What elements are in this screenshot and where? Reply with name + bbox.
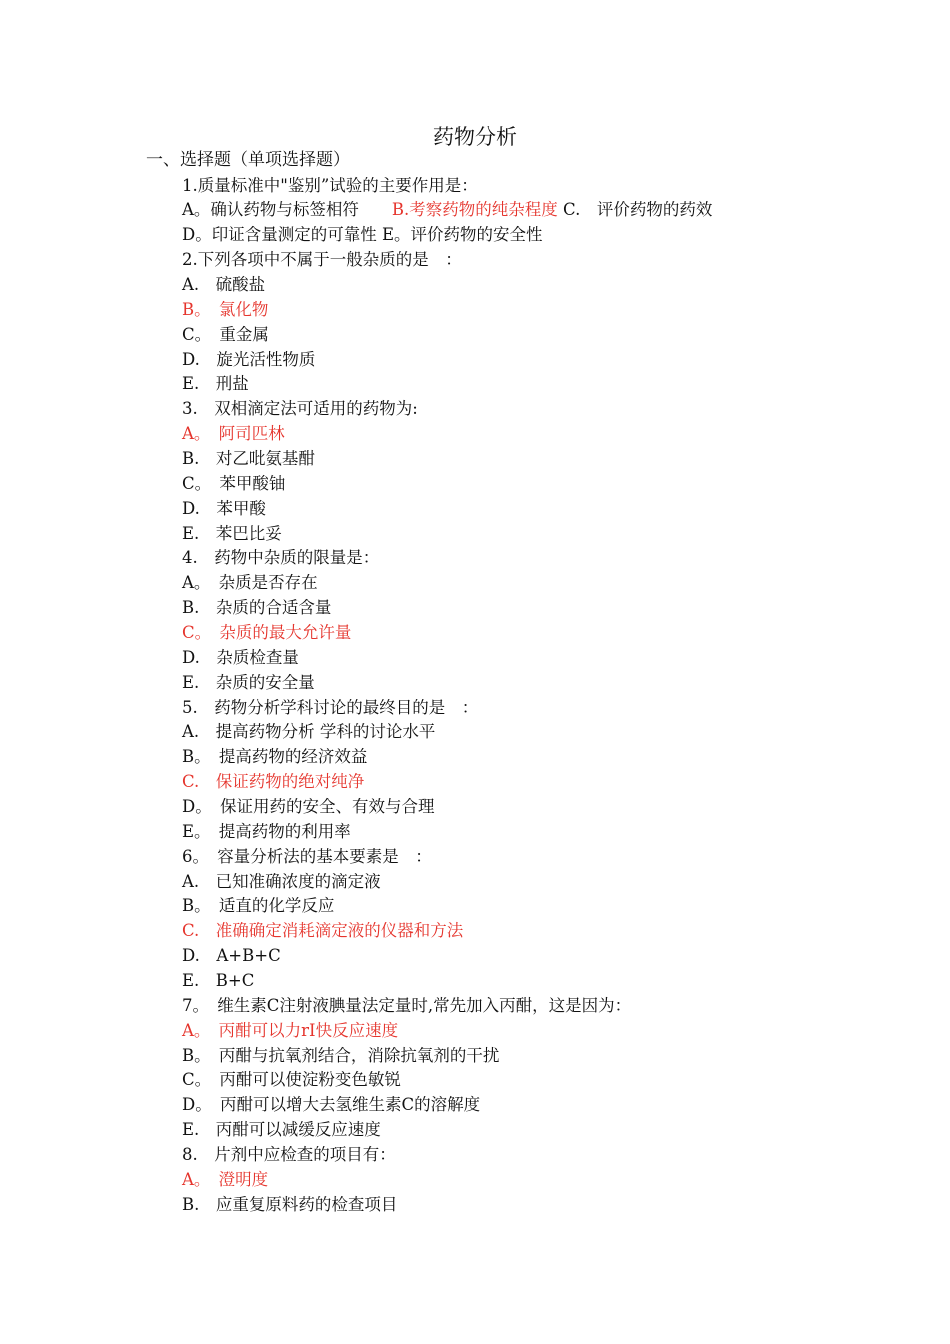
text-line	[182, 223, 922, 248]
text-line	[182, 1044, 922, 1069]
text-line	[182, 820, 922, 845]
line-text: C。 苯甲酸铀	[182, 473, 286, 493]
text-line	[182, 174, 922, 199]
line-text: C. 评价药物的药效	[557, 200, 713, 220]
text-line	[182, 944, 922, 969]
line-text: A。确认药物与标签相符	[182, 200, 392, 220]
page-title: 药物分析	[433, 125, 517, 149]
text-line	[182, 447, 922, 472]
line-text: E. 刑盐	[182, 374, 249, 394]
text-line	[182, 1168, 922, 1193]
text-line	[182, 919, 922, 944]
line-text: D. 杂质检查量	[182, 647, 299, 667]
text-line	[182, 1093, 922, 1118]
text-line	[182, 745, 922, 770]
text-line	[182, 870, 922, 895]
line-text: E. 杂质的安全量	[182, 672, 315, 692]
line-text: B. 应重复原料药的检查项目	[182, 1194, 398, 1214]
text-line	[182, 894, 922, 919]
text-line	[182, 845, 922, 870]
text-line	[182, 348, 922, 373]
text-line	[182, 198, 922, 223]
text-line	[182, 969, 922, 994]
line-text: 5. 药物分析学科讨论的最终目的是 ：	[182, 697, 479, 717]
line-text: B。 提高药物的经济效益	[182, 747, 368, 767]
text-line	[182, 397, 922, 422]
text-line	[182, 770, 922, 795]
text-line	[182, 696, 922, 721]
text-line	[182, 621, 922, 646]
text-line	[182, 248, 922, 273]
text-line	[182, 1019, 922, 1044]
line-text: D。 丙酣可以增大去氢维生素C的溶解度	[182, 1095, 481, 1115]
text-line	[182, 596, 922, 621]
text-line	[182, 422, 922, 447]
question-list	[182, 174, 922, 1218]
line-text: B. 杂质的合适含量	[182, 598, 332, 618]
text-line	[182, 472, 922, 497]
line-text: 2.下列各项中不属于一般杂质的是 ：	[182, 250, 462, 270]
text-line	[182, 1068, 922, 1093]
line-text: 4. 药物中杂质的限量是：	[182, 548, 380, 568]
line-text: E. B+C	[182, 971, 255, 990]
line-text: A。 杂质是否存在	[182, 573, 318, 593]
line-text: C。 丙酣可以使淀粉变色敏锐	[182, 1070, 401, 1090]
line-text: 7。 维生素C注射液腆量法定量时,常先加入丙酣，这是因为：	[182, 995, 632, 1015]
line-text: D. A+B+C	[182, 946, 281, 966]
line-text: 3. 双相滴定法可适用的药物为:	[182, 399, 418, 419]
text-line	[182, 522, 922, 547]
text-line	[182, 994, 922, 1019]
text-line	[182, 646, 922, 671]
line-text: D。 保证用药的安全、有效与合理	[182, 796, 435, 816]
text-line	[182, 497, 922, 522]
answer-text: C. 准确确定消耗滴定液的仪器和方法	[182, 921, 464, 941]
text-line	[182, 571, 922, 596]
line-text: 1.质量标准中"鉴别”试验的主要作用是：	[182, 175, 478, 195]
text-line	[182, 1118, 922, 1143]
line-text: C。 重金属	[182, 324, 269, 344]
answer-text: C. 保证药物的绝对纯净	[182, 772, 365, 792]
line-text: B。 丙酣与抗氧剂结合，消除抗氧剂的干扰	[182, 1045, 500, 1065]
line-text: A. 硫酸盐	[182, 274, 266, 294]
answer-text: C。 杂质的最大允许量	[182, 622, 352, 642]
line-text: B. 对乙吡氨基酣	[182, 448, 315, 468]
text-line	[182, 546, 922, 571]
section-heading: 一、选择题（单项选择题）	[146, 150, 350, 170]
line-text: D. 旋光活性物质	[182, 349, 316, 369]
line-text: D。印证含量测定的可靠性 E。评价药物的安全性	[182, 225, 543, 245]
text-line	[182, 323, 922, 348]
line-text: E. 丙酣可以减缓反应速度	[182, 1120, 381, 1140]
answer-text: A。 丙酣可以力rI快反应速度	[182, 1020, 399, 1040]
line-text: E。 提高药物的利用率	[182, 821, 351, 841]
line-text: A. 提高药物分析 学科的讨论水平	[182, 722, 436, 742]
text-line	[182, 273, 922, 298]
line-text: B。 适直的化学反应	[182, 896, 335, 916]
text-line	[182, 298, 922, 323]
line-text: A. 已知准确浓度的滴定液	[182, 871, 381, 891]
text-line	[182, 795, 922, 820]
text-line	[182, 1143, 922, 1168]
answer-text: A。 阿司匹林	[182, 424, 285, 444]
answer-text: B.考察药物的纯杂程度	[391, 200, 558, 220]
text-line	[182, 671, 922, 696]
line-text: 6。 容量分析法的基本要素是 ：	[182, 846, 432, 866]
text-line	[182, 1193, 922, 1218]
answer-text: A。 澄明度	[182, 1169, 269, 1189]
line-text: E. 苯巴比妥	[182, 523, 282, 543]
line-text: D. 苯甲酸	[182, 498, 266, 518]
answer-text: B。 氯化物	[182, 299, 269, 319]
line-text: 8. 片剂中应检查的项目有：	[182, 1145, 396, 1165]
text-line	[182, 372, 922, 397]
text-line	[182, 720, 922, 745]
